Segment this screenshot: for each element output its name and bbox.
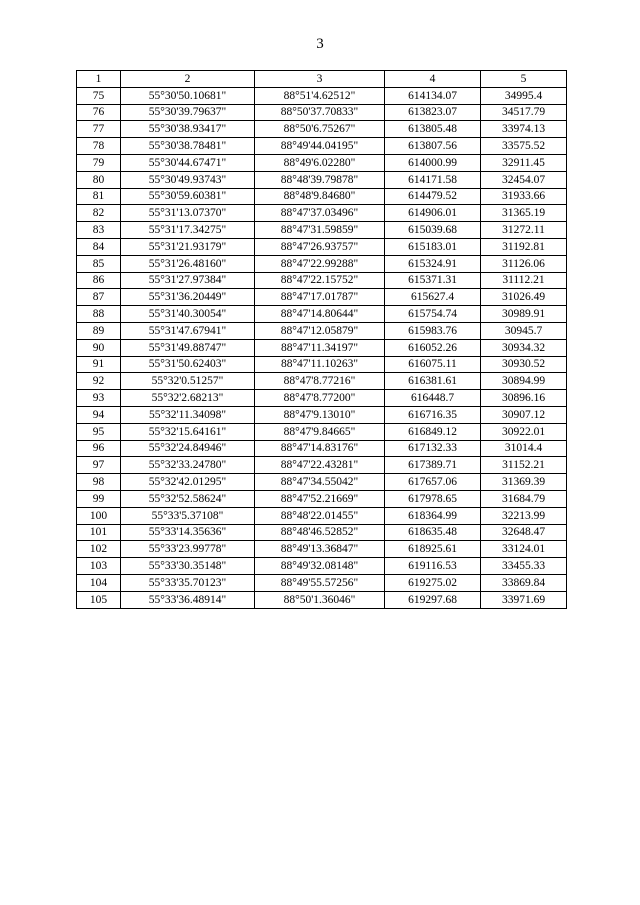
column-header: 1 <box>77 71 121 88</box>
x-coordinate-cell: 619275.02 <box>385 574 481 591</box>
latitude-cell: 55°32'52.58624" <box>121 490 255 507</box>
table-row <box>77 558 567 575</box>
latitude-cell: 55°33'23.99778" <box>121 541 255 558</box>
x-coordinate-cell: 617132.33 <box>385 440 481 457</box>
column-header: 5 <box>481 71 567 88</box>
y-coordinate-cell: 31014.4 <box>481 440 567 457</box>
y-coordinate-cell: 31152.21 <box>481 457 567 474</box>
table-row <box>77 205 567 222</box>
table-row <box>77 255 567 272</box>
latitude-cell: 55°32'2.68213" <box>121 390 255 407</box>
table-row <box>77 574 567 591</box>
point-number-cell: 95 <box>77 423 121 440</box>
x-coordinate-cell: 618635.48 <box>385 524 481 541</box>
column-header: 3 <box>255 71 385 88</box>
longitude-cell: 88°47'8.77216" <box>255 373 385 390</box>
latitude-cell: 55°33'30.35148" <box>121 558 255 575</box>
point-number-cell: 102 <box>77 541 121 558</box>
table-row <box>77 524 567 541</box>
x-coordinate-cell: 616849.12 <box>385 423 481 440</box>
latitude-cell: 55°31'36.20449" <box>121 289 255 306</box>
x-coordinate-cell: 615324.91 <box>385 255 481 272</box>
longitude-cell: 88°47'9.84665" <box>255 423 385 440</box>
longitude-cell: 88°49'55.57256" <box>255 574 385 591</box>
latitude-cell: 55°32'15.64161" <box>121 423 255 440</box>
page-number: 3 <box>316 36 324 52</box>
longitude-cell: 88°51'4.62512" <box>255 87 385 104</box>
x-coordinate-cell: 614906.01 <box>385 205 481 222</box>
y-coordinate-cell: 34517.79 <box>481 104 567 121</box>
x-coordinate-cell: 618925.61 <box>385 541 481 558</box>
y-coordinate-cell: 31365.19 <box>481 205 567 222</box>
table-row <box>77 406 567 423</box>
point-number-cell: 79 <box>77 154 121 171</box>
y-coordinate-cell: 34995.4 <box>481 87 567 104</box>
table-row <box>77 104 567 121</box>
point-number-cell: 105 <box>77 591 121 608</box>
latitude-cell: 55°32'24.84946" <box>121 440 255 457</box>
longitude-cell: 88°48'9.84680" <box>255 188 385 205</box>
table-row <box>77 591 567 608</box>
point-number-cell: 97 <box>77 457 121 474</box>
x-coordinate-cell: 615371.31 <box>385 272 481 289</box>
point-number-cell: 98 <box>77 474 121 491</box>
latitude-cell: 55°30'50.10681" <box>121 87 255 104</box>
table-row <box>77 87 567 104</box>
x-coordinate-cell: 615627.4 <box>385 289 481 306</box>
y-coordinate-cell: 33971.69 <box>481 591 567 608</box>
latitude-cell: 55°32'42.01295" <box>121 474 255 491</box>
point-number-cell: 86 <box>77 272 121 289</box>
latitude-cell: 55°31'17.34275" <box>121 222 255 239</box>
point-number-cell: 77 <box>77 121 121 138</box>
y-coordinate-cell: 33455.33 <box>481 558 567 575</box>
x-coordinate-cell: 618364.99 <box>385 507 481 524</box>
y-coordinate-cell: 30896.16 <box>481 390 567 407</box>
point-number-cell: 94 <box>77 406 121 423</box>
longitude-cell: 88°47'11.10263" <box>255 356 385 373</box>
x-coordinate-cell: 616052.26 <box>385 339 481 356</box>
column-header: 2 <box>121 71 255 88</box>
table-row <box>77 306 567 323</box>
y-coordinate-cell: 30894.99 <box>481 373 567 390</box>
latitude-cell: 55°31'26.48160" <box>121 255 255 272</box>
y-coordinate-cell: 30989.91 <box>481 306 567 323</box>
longitude-cell: 88°49'32.08148" <box>255 558 385 575</box>
point-number-cell: 84 <box>77 238 121 255</box>
latitude-cell: 55°31'47.67941" <box>121 322 255 339</box>
point-number-cell: 82 <box>77 205 121 222</box>
latitude-cell: 55°33'14.35636" <box>121 524 255 541</box>
longitude-cell: 88°47'37.03496" <box>255 205 385 222</box>
table-row <box>77 457 567 474</box>
longitude-cell: 88°47'22.15752" <box>255 272 385 289</box>
x-coordinate-cell: 614134.07 <box>385 87 481 104</box>
x-coordinate-cell: 615983.76 <box>385 322 481 339</box>
x-coordinate-cell: 616075.11 <box>385 356 481 373</box>
y-coordinate-cell: 32911.45 <box>481 154 567 171</box>
table-row <box>77 474 567 491</box>
point-number-cell: 99 <box>77 490 121 507</box>
longitude-cell: 88°47'8.77200" <box>255 390 385 407</box>
latitude-cell: 55°33'36.48914" <box>121 591 255 608</box>
x-coordinate-cell: 615754.74 <box>385 306 481 323</box>
x-coordinate-cell: 613805.48 <box>385 121 481 138</box>
longitude-cell: 88°47'14.80644" <box>255 306 385 323</box>
longitude-cell: 88°48'39.79878" <box>255 171 385 188</box>
x-coordinate-cell: 615183.01 <box>385 238 481 255</box>
latitude-cell: 55°30'44.67471" <box>121 154 255 171</box>
table-row <box>77 490 567 507</box>
latitude-cell: 55°32'0.51257" <box>121 373 255 390</box>
point-number-cell: 89 <box>77 322 121 339</box>
table-row <box>77 390 567 407</box>
point-number-cell: 96 <box>77 440 121 457</box>
table-row <box>77 507 567 524</box>
table-row <box>77 541 567 558</box>
coordinates-table <box>76 70 567 609</box>
y-coordinate-cell: 31112.21 <box>481 272 567 289</box>
x-coordinate-cell: 616381.61 <box>385 373 481 390</box>
longitude-cell: 88°47'31.59859" <box>255 222 385 239</box>
x-coordinate-cell: 616448.7 <box>385 390 481 407</box>
x-coordinate-cell: 615039.68 <box>385 222 481 239</box>
x-coordinate-cell: 619116.53 <box>385 558 481 575</box>
y-coordinate-cell: 33869.84 <box>481 574 567 591</box>
point-number-cell: 93 <box>77 390 121 407</box>
x-coordinate-cell: 617389.71 <box>385 457 481 474</box>
x-coordinate-cell: 614000.99 <box>385 154 481 171</box>
latitude-cell: 55°30'59.60381" <box>121 188 255 205</box>
latitude-cell: 55°33'5.37108" <box>121 507 255 524</box>
y-coordinate-cell: 33575.52 <box>481 138 567 155</box>
y-coordinate-cell: 31026.49 <box>481 289 567 306</box>
latitude-cell: 55°31'50.62403" <box>121 356 255 373</box>
y-coordinate-cell: 31272.11 <box>481 222 567 239</box>
table-row <box>77 356 567 373</box>
y-coordinate-cell: 30945.7 <box>481 322 567 339</box>
table-row <box>77 222 567 239</box>
table-row <box>77 339 567 356</box>
y-coordinate-cell: 30934.32 <box>481 339 567 356</box>
point-number-cell: 100 <box>77 507 121 524</box>
x-coordinate-cell: 614171.58 <box>385 171 481 188</box>
point-number-cell: 80 <box>77 171 121 188</box>
column-header: 4 <box>385 71 481 88</box>
latitude-cell: 55°31'13.07370" <box>121 205 255 222</box>
longitude-cell: 88°47'12.05879" <box>255 322 385 339</box>
x-coordinate-cell: 617978.65 <box>385 490 481 507</box>
point-number-cell: 91 <box>77 356 121 373</box>
y-coordinate-cell: 30907.12 <box>481 406 567 423</box>
table-row <box>77 138 567 155</box>
x-coordinate-cell: 616716.35 <box>385 406 481 423</box>
table-header-row <box>77 71 567 88</box>
longitude-cell: 88°47'52.21669" <box>255 490 385 507</box>
latitude-cell: 55°30'49.93743" <box>121 171 255 188</box>
y-coordinate-cell: 32454.07 <box>481 171 567 188</box>
table-body <box>77 87 567 608</box>
latitude-cell: 55°30'39.79637" <box>121 104 255 121</box>
longitude-cell: 88°47'14.83176" <box>255 440 385 457</box>
latitude-cell: 55°31'40.30054" <box>121 306 255 323</box>
y-coordinate-cell: 32648.47 <box>481 524 567 541</box>
longitude-cell: 88°47'22.99288" <box>255 255 385 272</box>
longitude-cell: 88°49'13.36847" <box>255 541 385 558</box>
point-number-cell: 83 <box>77 222 121 239</box>
point-number-cell: 75 <box>77 87 121 104</box>
table-row <box>77 423 567 440</box>
y-coordinate-cell: 31684.79 <box>481 490 567 507</box>
table-row <box>77 171 567 188</box>
latitude-cell: 55°32'33.24780" <box>121 457 255 474</box>
y-coordinate-cell: 31126.06 <box>481 255 567 272</box>
longitude-cell: 88°47'22.43281" <box>255 457 385 474</box>
table-row <box>77 289 567 306</box>
latitude-cell: 55°33'35.70123" <box>121 574 255 591</box>
latitude-cell: 55°31'21.93179" <box>121 238 255 255</box>
table-row <box>77 440 567 457</box>
point-number-cell: 92 <box>77 373 121 390</box>
x-coordinate-cell: 619297.68 <box>385 591 481 608</box>
y-coordinate-cell: 33124.01 <box>481 541 567 558</box>
longitude-cell: 88°47'17.01787" <box>255 289 385 306</box>
longitude-cell: 88°50'37.70833" <box>255 104 385 121</box>
longitude-cell: 88°47'34.55042" <box>255 474 385 491</box>
y-coordinate-cell: 31192.81 <box>481 238 567 255</box>
x-coordinate-cell: 613807.56 <box>385 138 481 155</box>
longitude-cell: 88°50'1.36046" <box>255 591 385 608</box>
x-coordinate-cell: 617657.06 <box>385 474 481 491</box>
table-row <box>77 238 567 255</box>
point-number-cell: 101 <box>77 524 121 541</box>
point-number-cell: 85 <box>77 255 121 272</box>
x-coordinate-cell: 613823.07 <box>385 104 481 121</box>
point-number-cell: 90 <box>77 339 121 356</box>
longitude-cell: 88°48'22.01455" <box>255 507 385 524</box>
point-number-cell: 78 <box>77 138 121 155</box>
latitude-cell: 55°30'38.93417" <box>121 121 255 138</box>
latitude-cell: 55°30'38.78481" <box>121 138 255 155</box>
point-number-cell: 104 <box>77 574 121 591</box>
y-coordinate-cell: 30930.52 <box>481 356 567 373</box>
table-row <box>77 188 567 205</box>
point-number-cell: 81 <box>77 188 121 205</box>
longitude-cell: 88°48'46.52852" <box>255 524 385 541</box>
longitude-cell: 88°47'26.93757" <box>255 238 385 255</box>
table-row <box>77 121 567 138</box>
table-row <box>77 154 567 171</box>
point-number-cell: 87 <box>77 289 121 306</box>
table-row <box>77 272 567 289</box>
point-number-cell: 76 <box>77 104 121 121</box>
longitude-cell: 88°50'6.75267" <box>255 121 385 138</box>
latitude-cell: 55°32'11.34098" <box>121 406 255 423</box>
y-coordinate-cell: 31369.39 <box>481 474 567 491</box>
longitude-cell: 88°47'11.34197" <box>255 339 385 356</box>
longitude-cell: 88°47'9.13010" <box>255 406 385 423</box>
table-row <box>77 373 567 390</box>
point-number-cell: 88 <box>77 306 121 323</box>
point-number-cell: 103 <box>77 558 121 575</box>
y-coordinate-cell: 33974.13 <box>481 121 567 138</box>
longitude-cell: 88°49'44.04195" <box>255 138 385 155</box>
y-coordinate-cell: 31933.66 <box>481 188 567 205</box>
longitude-cell: 88°49'6.02280" <box>255 154 385 171</box>
y-coordinate-cell: 32213.99 <box>481 507 567 524</box>
x-coordinate-cell: 614479.52 <box>385 188 481 205</box>
y-coordinate-cell: 30922.01 <box>481 423 567 440</box>
table-row <box>77 322 567 339</box>
latitude-cell: 55°31'49.88747" <box>121 339 255 356</box>
latitude-cell: 55°31'27.97384" <box>121 272 255 289</box>
